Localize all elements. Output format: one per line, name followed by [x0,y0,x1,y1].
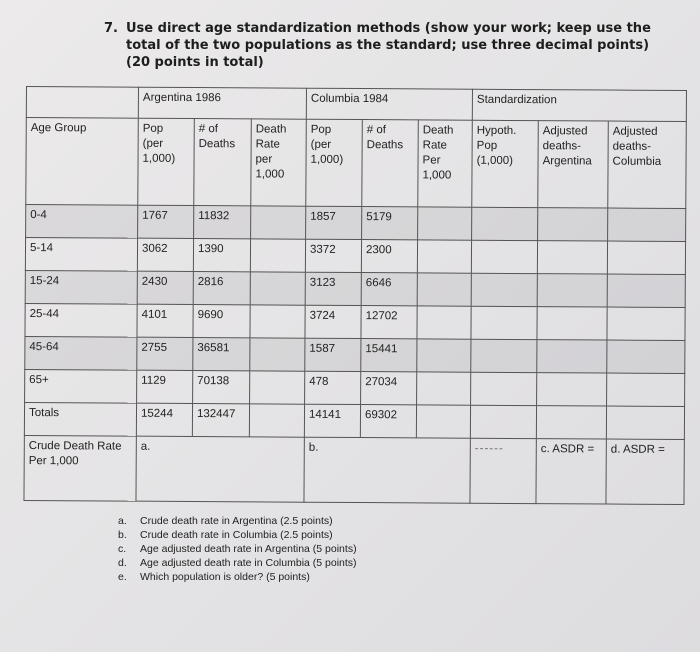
columbia-rate-header: Death Rate Per 1,000 [418,120,473,207]
columbia-pop-cell: 3724 [305,305,361,338]
columbia-pop-header: Pop (per 1,000) [306,119,363,206]
adjusted-deaths-columbia-cell[interactable] [607,274,685,307]
footnote-list [118,514,578,584]
footnote-item [118,514,578,528]
argentina-rate-cell[interactable] [251,206,306,239]
argentina-pop-cell: 1767 [138,205,194,238]
footnote-text: Age adjusted death rate in Argentina (5 points) [140,543,357,555]
adjusted-deaths-argentina-cell[interactable] [537,373,607,406]
columbia-deaths-cell: 2300 [361,240,417,273]
footnote-text: Age adjusted death rate in Columbia (5 points) [140,557,357,569]
crude-rate-dashes: ------ [470,438,536,503]
argentina-rate-cell[interactable] [250,371,305,404]
totals-columbia-pop: 14141 [304,404,360,437]
hypothetical-pop-cell[interactable] [471,273,537,306]
footnote-item [118,542,578,556]
footnote-key: b. [118,529,127,541]
adjusted-deaths-argentina-cell[interactable] [537,241,607,274]
adjusted-deaths-columbia-cell[interactable] [608,208,686,241]
totals-argentina-pop: 15244 [136,403,192,436]
crude-rate-argentina-answer[interactable]: a. [136,436,304,502]
table-row [26,205,686,242]
footnote-key: a. [118,515,127,527]
footnote-text: Crude death rate in Columbia (2.5 points) [140,529,333,541]
columbia-group-header: Columbia 1984 [306,88,472,120]
crude-rate-row [24,435,684,504]
totals-label: Totals [24,402,136,436]
question-number: 7. [104,21,118,36]
adjusted-deaths-argentina-header: Adjusted deaths- Argentina [538,121,609,208]
column-header-row [26,118,687,209]
columbia-deaths-cell: 27034 [361,372,417,405]
argentina-deaths-cell: 70138 [193,371,250,404]
asdr-columbia-answer[interactable]: d. ASDR = [606,439,684,504]
columbia-deaths-cell: 5179 [362,207,418,240]
columbia-rate-cell[interactable] [417,273,471,306]
columbia-pop-cell: 1587 [305,338,361,371]
argentina-pop-header: Pop (per 1,000) [138,118,195,205]
argentina-pop-cell: 1129 [137,370,193,403]
columbia-pop-cell: 3123 [305,272,361,305]
argentina-pop-cell: 4101 [137,304,193,337]
question-prompt [104,20,664,71]
standardization-group-header: Standardization [472,89,686,121]
footnote-item [118,528,578,542]
argentina-rate-cell[interactable] [250,305,305,338]
argentina-rate-header: Death Rate per 1,000 [251,119,307,206]
adjusted-deaths-argentina-cell[interactable] [537,340,607,373]
footnote-item [118,570,578,584]
adjusted-deaths-argentina-cell[interactable] [538,208,608,241]
age-cell: 5-14 [25,238,137,272]
columbia-pop-cell: 3372 [305,239,361,272]
argentina-deaths-cell: 11832 [194,206,251,239]
adjusted-deaths-columbia-cell[interactable] [607,241,685,274]
footnote-text: Crude death rate in Argentina (2.5 points) [140,515,333,527]
asdr-argentina-answer[interactable]: c. ASDR = [536,439,606,504]
columbia-pop-cell: 1857 [306,206,362,239]
columbia-rate-cell[interactable] [417,339,471,372]
table-row [25,238,685,275]
age-cell: 15-24 [25,270,137,304]
columbia-rate-cell[interactable] [418,207,472,240]
argentina-deaths-cell: 9690 [193,305,250,338]
table-row [25,270,685,307]
totals-argentina-deaths: 132447 [192,404,249,437]
argentina-group-header: Argentina 1986 [138,87,306,119]
columbia-rate-cell[interactable] [417,240,471,273]
hypothetical-pop-header: Hypoth. Pop (1,000) [472,120,539,207]
adjusted-deaths-columbia-cell[interactable] [607,340,685,373]
question-line-3: (20 points in total) [126,55,264,70]
totals-adj-columbia[interactable] [606,406,684,439]
adjusted-deaths-argentina-cell[interactable] [537,274,607,307]
totals-adj-argentina[interactable] [536,406,606,439]
table-row [25,303,685,340]
adjusted-deaths-columbia-cell[interactable] [607,307,685,340]
age-cell: 0-4 [26,205,138,239]
argentina-deaths-header: # of Deaths [194,119,252,206]
standardization-table [23,86,687,505]
argentina-rate-cell[interactable] [250,272,305,305]
footnote-key: e. [118,571,127,583]
age-group-header: Age Group [26,118,139,206]
group-header-row [26,87,686,122]
question-line-2: total of the two populations as the standard; use three decimal points) [126,38,650,53]
columbia-deaths-cell: 15441 [361,339,417,372]
data-rows [25,205,686,407]
totals-columbia-deaths: 69302 [360,405,416,438]
footnote-text: Which population is older? (5 points) [140,571,310,583]
footnote-key: d. [118,557,127,569]
hypothetical-pop-cell[interactable] [471,306,537,339]
columbia-pop-cell: 478 [305,371,361,404]
adjusted-deaths-argentina-cell[interactable] [537,307,607,340]
argentina-rate-cell[interactable] [250,239,305,272]
argentina-pop-cell: 2755 [137,337,193,370]
age-cell: 45-64 [25,336,137,370]
crude-rate-label: Crude Death Rate Per 1,000 [24,435,136,501]
totals-columbia-rate[interactable] [416,405,470,438]
footnote-key: c. [118,543,127,555]
totals-row [24,402,684,439]
totals-hyp-pop[interactable] [470,405,536,438]
blank-header-cell [26,87,138,119]
hypothetical-pop-cell[interactable] [471,339,537,372]
columbia-deaths-cell: 6646 [361,273,417,306]
columbia-rate-cell[interactable] [417,306,471,339]
argentina-rate-cell[interactable] [250,338,305,371]
hypothetical-pop-cell[interactable] [471,240,537,273]
argentina-pop-cell: 2430 [137,271,193,304]
columbia-rate-cell[interactable] [417,372,471,405]
argentina-deaths-cell: 2816 [193,272,250,305]
columbia-deaths-cell: 12702 [361,306,417,339]
argentina-deaths-cell: 1390 [193,239,250,272]
totals-argentina-rate[interactable] [249,404,304,437]
footnote-item [118,556,578,570]
age-cell: 65+ [25,369,137,403]
argentina-deaths-cell: 36581 [193,338,250,371]
crude-rate-columbia-answer[interactable]: b. [304,437,470,503]
hypothetical-pop-cell[interactable] [472,207,538,240]
table-row [25,336,685,373]
argentina-pop-cell: 3062 [137,238,193,271]
hypothetical-pop-cell[interactable] [471,372,537,405]
columbia-deaths-header: # of Deaths [362,120,419,207]
question-line-1: Use direct age standardization methods (show your work; keep use the [126,21,651,36]
adjusted-deaths-columbia-header: Adjusted deaths- Columbia [608,121,687,208]
table-row [25,369,685,406]
adjusted-deaths-columbia-cell[interactable] [607,373,685,406]
age-cell: 25-44 [25,303,137,337]
